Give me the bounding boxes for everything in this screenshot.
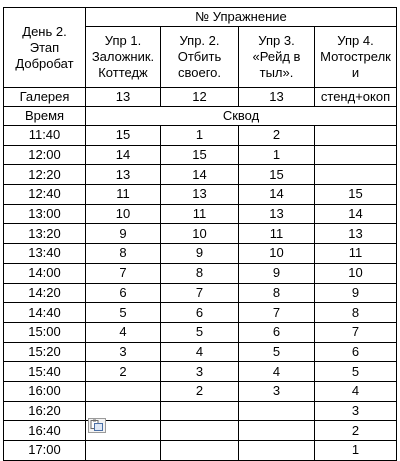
squad-cell-exercise-2[interactable]: 2	[161, 381, 239, 401]
exercise-3-header[interactable]	[239, 27, 315, 88]
squad-cell-exercise-1[interactable]: 5	[86, 303, 161, 323]
time-cell[interactable]: 12:00	[4, 145, 86, 165]
table-row	[4, 401, 397, 421]
squad-cell-exercise-3[interactable]: 10	[239, 244, 315, 264]
squad-cell-exercise-3[interactable]: 5	[239, 342, 315, 362]
squad-cell-exercise-3[interactable]: 9	[239, 263, 315, 283]
squad-cell-exercise-2[interactable]: 11	[161, 204, 239, 224]
squad-cell-exercise-1[interactable]: 6	[86, 283, 161, 303]
squad-cell-exercise-3[interactable]	[239, 401, 315, 421]
exercise-2-line-2: Отбить	[177, 49, 222, 64]
squad-cell-exercise-2[interactable]: 13	[161, 185, 239, 205]
squad-cell-exercise-4[interactable]: 9	[315, 283, 397, 303]
table-row	[4, 381, 397, 401]
table-row	[4, 303, 397, 323]
time-cell[interactable]: 13:40	[4, 244, 86, 264]
time-cell[interactable]: 14:20	[4, 283, 86, 303]
paste-options-icon[interactable]	[88, 418, 106, 433]
table-row	[4, 145, 397, 165]
time-cell[interactable]: 11:40	[4, 126, 86, 146]
squad-cell-exercise-2[interactable]: 14	[161, 165, 239, 185]
squad-cell-exercise-1[interactable]: 3	[86, 342, 161, 362]
gallery-exercise-1-cell[interactable]: 13	[86, 88, 161, 107]
stage-label: Этап	[29, 39, 60, 55]
time-column-header[interactable]: Время	[4, 107, 86, 126]
squad-cell-exercise-4[interactable]: 15	[315, 185, 397, 205]
table-row	[4, 283, 397, 303]
squad-cell-exercise-4[interactable]: 4	[315, 381, 397, 401]
exercise-1-line-3: Коттедж	[98, 65, 148, 80]
table-row	[4, 165, 397, 185]
exercise-1-header[interactable]	[86, 27, 161, 88]
time-cell[interactable]: 16:20	[4, 401, 86, 421]
exercise-2-line-3: своего.	[177, 65, 222, 80]
table-row	[4, 224, 397, 244]
squad-cell-exercise-2[interactable]: 15	[161, 145, 239, 165]
time-cell[interactable]: 16:00	[4, 381, 86, 401]
squad-cell-exercise-3[interactable]: 11	[239, 224, 315, 244]
squad-cell-exercise-2[interactable]: 8	[161, 263, 239, 283]
squad-cell-exercise-3[interactable]: 8	[239, 283, 315, 303]
squad-cell-exercise-2[interactable]: 7	[161, 283, 239, 303]
squad-cell-exercise-2[interactable]: 3	[161, 362, 239, 382]
squad-cell-exercise-3[interactable]: 7	[239, 303, 315, 323]
time-cell[interactable]: 12:40	[4, 185, 86, 205]
squad-cell-exercise-3[interactable]: 15	[239, 165, 315, 185]
squad-cell-exercise-1[interactable]	[86, 441, 161, 461]
squad-cell-exercise-4[interactable]: 13	[315, 224, 397, 244]
squad-cell-exercise-3[interactable]: 2	[239, 126, 315, 146]
squad-cell-exercise-1[interactable]: 11	[86, 185, 161, 205]
exercise-4-header[interactable]	[315, 27, 397, 88]
squad-cell-exercise-1[interactable]: 4	[86, 322, 161, 342]
squad-cell-exercise-3[interactable]: 14	[239, 185, 315, 205]
squad-cell-exercise-3[interactable]: 1	[239, 145, 315, 165]
squad-cell-exercise-1[interactable]: 8	[86, 244, 161, 264]
paste-options-sheet	[95, 424, 103, 431]
time-cell[interactable]: 14:40	[4, 303, 86, 323]
exercise-4-line-1: Упр 4.	[337, 33, 374, 48]
paste-options-clip	[93, 420, 96, 422]
squad-cell-exercise-4[interactable]: 7	[315, 322, 397, 342]
time-cell[interactable]: 16:40	[4, 421, 86, 441]
table-row	[4, 263, 397, 283]
time-cell[interactable]: 15:20	[4, 342, 86, 362]
skvod-column-header[interactable]: Сквод	[86, 107, 397, 126]
squad-cell-exercise-1[interactable]: 9	[86, 224, 161, 244]
exercise-group-header[interactable]	[86, 8, 397, 27]
squad-cell-exercise-1[interactable]: 7	[86, 263, 161, 283]
time-cell[interactable]: 17:00	[4, 441, 86, 461]
squad-cell-exercise-2[interactable]	[161, 421, 239, 441]
squad-cell-exercise-4[interactable]	[315, 145, 397, 165]
time-cell[interactable]: 14:00	[4, 263, 86, 283]
table-row	[4, 362, 397, 382]
squad-cell-exercise-4[interactable]: 6	[315, 342, 397, 362]
stage-name: Добробат	[15, 55, 74, 71]
day-label: День 2.	[22, 23, 67, 39]
gallery-exercise-3-cell[interactable]: 13	[239, 88, 315, 107]
squad-cell-exercise-4[interactable]	[315, 126, 397, 146]
squad-cell-exercise-3[interactable]: 6	[239, 322, 315, 342]
exercise-1-line-2: Заложник.	[91, 49, 155, 64]
squad-cell-exercise-4[interactable]: 3	[315, 401, 397, 421]
time-cell[interactable]: 13:20	[4, 224, 86, 244]
table-row	[4, 441, 397, 461]
squad-cell-exercise-2[interactable]: 6	[161, 303, 239, 323]
squad-cell-exercise-3[interactable]: 13	[239, 204, 315, 224]
squad-cell-exercise-2[interactable]: 1	[161, 126, 239, 146]
table-row	[4, 244, 397, 264]
squad-cell-exercise-3[interactable]	[239, 421, 315, 441]
exercise-1-line-1: Упр 1.	[104, 33, 142, 48]
gallery-label-cell[interactable]: Галерея	[4, 88, 86, 107]
squad-cell-exercise-2[interactable]: 4	[161, 342, 239, 362]
squad-cell-exercise-1[interactable]: 2	[86, 362, 161, 382]
squad-cell-exercise-1[interactable]: 10	[86, 204, 161, 224]
exercise-2-header[interactable]	[161, 27, 239, 88]
squad-cell-exercise-4[interactable]: 5	[315, 362, 397, 382]
exercise-group-title: № Упражнение	[195, 9, 287, 24]
squad-cell-exercise-1[interactable]: 14	[86, 145, 161, 165]
squad-cell-exercise-4[interactable]	[315, 165, 397, 185]
squad-cell-exercise-4[interactable]: 2	[315, 421, 397, 441]
gallery-exercise-4-cell[interactable]: стенд+окоп	[315, 88, 397, 107]
squad-cell-exercise-4[interactable]: 8	[315, 303, 397, 323]
exercise-4-line-3: и	[351, 65, 360, 80]
table-row	[4, 185, 397, 205]
time-cell[interactable]: 12:20	[4, 165, 86, 185]
squad-cell-exercise-4[interactable]: 10	[315, 263, 397, 283]
gallery-exercise-2-cell[interactable]: 12	[161, 88, 239, 107]
schedule-table	[3, 7, 397, 461]
exercise-2-line-1: Упр. 2.	[179, 33, 220, 48]
squad-cell-exercise-2[interactable]: 5	[161, 322, 239, 342]
squad-cell-exercise-2[interactable]	[161, 401, 239, 421]
table-row	[4, 342, 397, 362]
time-cell[interactable]: 15:40	[4, 362, 86, 382]
exercise-3-line-3: тыл».	[259, 65, 294, 80]
squad-cell-exercise-1[interactable]: 13	[86, 165, 161, 185]
table-row	[4, 322, 397, 342]
squad-cell-exercise-3[interactable]: 4	[239, 362, 315, 382]
exercise-4-line-2: Мотострелк	[320, 49, 391, 64]
squad-cell-exercise-3[interactable]	[239, 441, 315, 461]
squad-cell-exercise-4[interactable]: 1	[315, 441, 397, 461]
day-stage-header-cell[interactable]	[4, 8, 86, 88]
exercise-3-line-1: Упр 3.	[258, 33, 295, 48]
time-cell[interactable]: 13:00	[4, 204, 86, 224]
squad-cell-exercise-3[interactable]: 3	[239, 381, 315, 401]
squad-cell-exercise-2[interactable]: 10	[161, 224, 239, 244]
squad-cell-exercise-1[interactable]	[86, 381, 161, 401]
time-cell[interactable]: 15:00	[4, 322, 86, 342]
table-row	[4, 204, 397, 224]
table-row	[4, 126, 397, 146]
table-row	[4, 421, 397, 441]
squad-cell-exercise-4[interactable]: 11	[315, 244, 397, 264]
squad-cell-exercise-1[interactable]: 15	[86, 126, 161, 146]
exercise-3-line-2: «Рейд в	[252, 49, 301, 64]
squad-cell-exercise-2[interactable]: 9	[161, 244, 239, 264]
squad-cell-exercise-4[interactable]: 14	[315, 204, 397, 224]
squad-cell-exercise-2[interactable]	[161, 441, 239, 461]
